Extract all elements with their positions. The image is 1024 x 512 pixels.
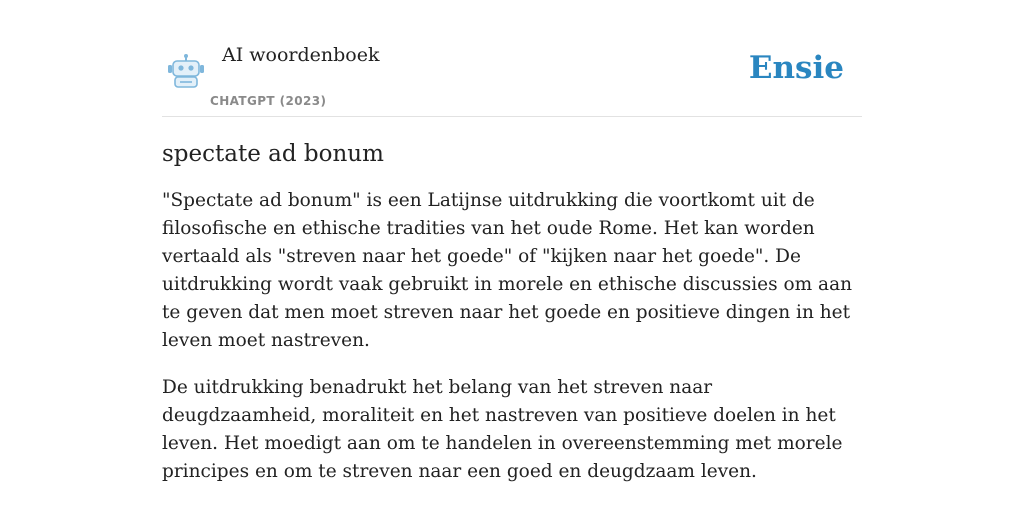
page bbox=[162, 0, 862, 505]
entry-header bbox=[162, 0, 862, 117]
ensie-logo[interactable]: Ensie bbox=[748, 50, 844, 86]
definition-paragraph: "Spectate ad bonum" is een Latijnse uitdrukking die voortkomt uit de filosofische en ethische tradities van het oude Rome. Het kan worden vertaald als "streven naar het goede" of "kijken naar het goede". De uitdrukking wordt vaak gebruikt in morele en ethische discussies om aan te geven dat men moet streven naar het goede en positieve dingen in het leven moet nastreven. bbox=[162, 190, 853, 351]
definition-paragraph: De uitdrukking benadrukt het belang van het streven naar deugdzaamheid, moraliteit en het nastreven van positieve doelen in het leven. Het moedigt aan om te handelen in overeenstemming met morele principes en om te streven naar een goed en deugdzaam leven. bbox=[162, 377, 843, 482]
source-title: AI woordenboek bbox=[222, 44, 380, 66]
entry-definition bbox=[162, 187, 862, 486]
robot-icon bbox=[166, 53, 206, 89]
source-meta: CHATGPT (2023) bbox=[210, 94, 327, 108]
entry-term: spectate ad bonum bbox=[162, 141, 384, 167]
